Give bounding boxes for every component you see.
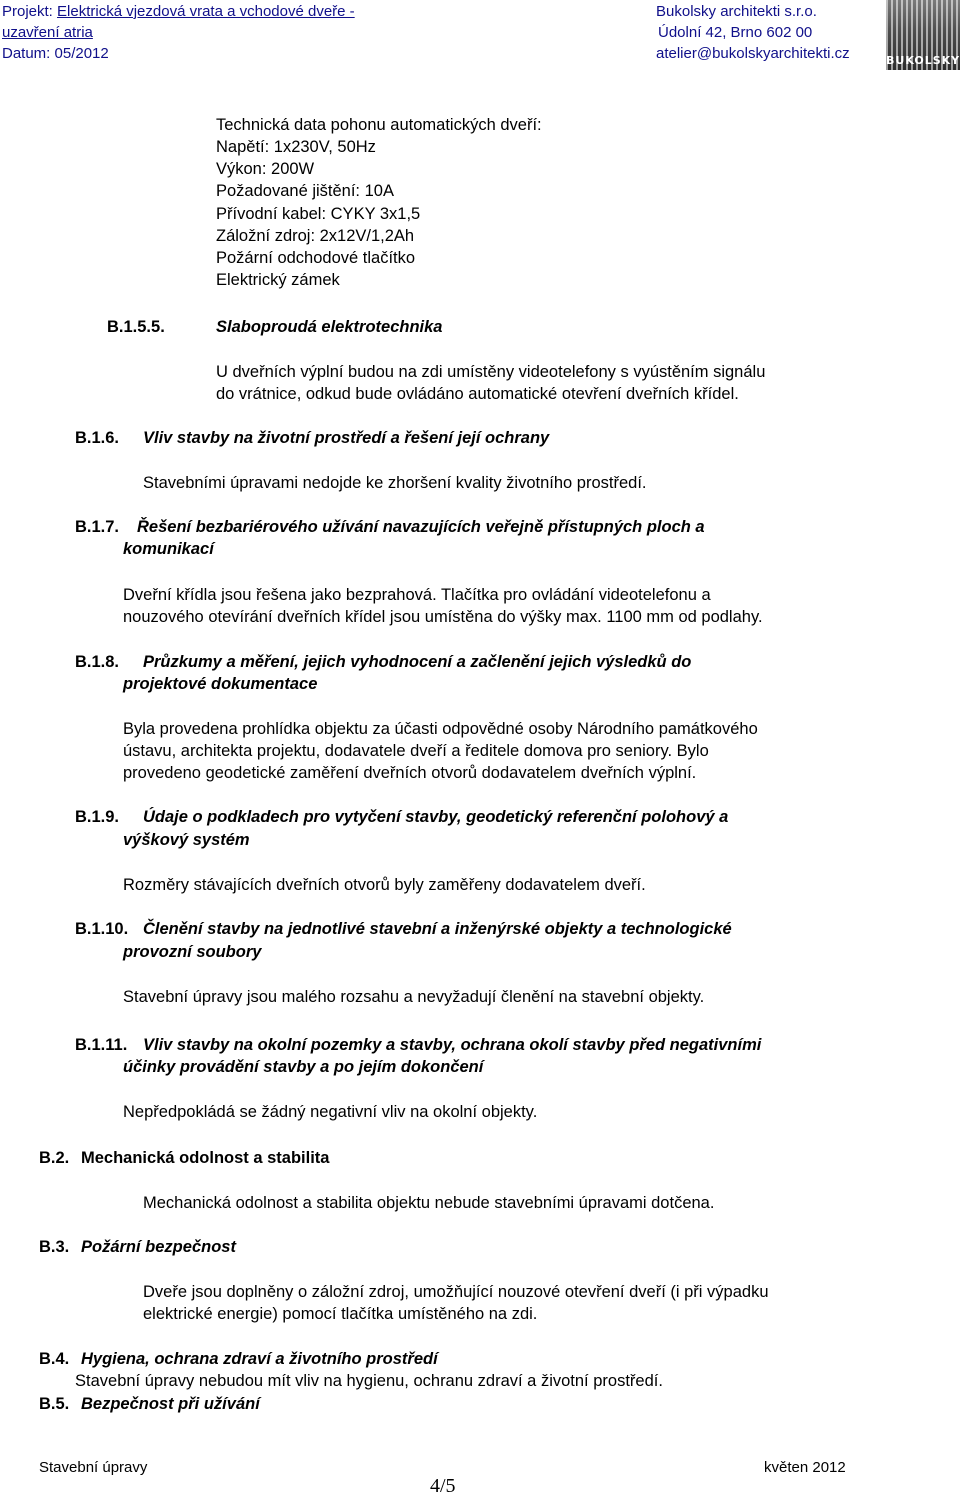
- section-heading: Mechanická odolnost a stabilita: [81, 1149, 330, 1167]
- section-heading: Slaboproudá elektrotechnika: [216, 318, 443, 336]
- paragraph-line: nouzového otevírání dveřních křídel jsou umístěna do výšky max. 1100 mm od podlahy.: [123, 608, 763, 626]
- section-heading-cont: projektové dokumentace: [123, 675, 318, 693]
- paragraph-line: Stavební úpravy nebudou mít vliv na hygienu, ochranu zdraví a životní prostředí.: [75, 1372, 663, 1390]
- section-number: B.1.8.: [75, 653, 120, 671]
- footer-right: květen 2012: [764, 1459, 846, 1476]
- paragraph-line: Dveře jsou doplněny o záložní zdroj, umožňující nouzové otevření dveří (i při výpadku: [143, 1283, 769, 1301]
- section-number: B.4.: [39, 1350, 70, 1368]
- header-address: Údolní 42, Brno 602 00: [658, 24, 813, 41]
- section-number: B.1.11.: [75, 1036, 128, 1054]
- header-project-label: Projekt:: [2, 3, 58, 20]
- paragraph-line: Stavebními úpravami nedojde ke zhoršení kvality životního prostředí.: [143, 474, 647, 492]
- paragraph-line: Mechanická odolnost a stabilita objektu nebude stavebními úpravami dotčena.: [143, 1194, 715, 1212]
- header-date: Datum: 05/2012: [2, 45, 109, 62]
- section-heading: Řešení bezbariérového užívání navazujících veřejně přístupných ploch a: [137, 518, 705, 536]
- paragraph-line: do vrátnice, odkud bude ovládáno automatické otevření dveřních křídel.: [216, 385, 739, 403]
- section-heading: Členění stavby na jednotlivé stavební a inženýrské objekty a technologické: [143, 920, 732, 938]
- section-number: B.1.5.5.: [107, 318, 165, 336]
- section-heading: Údaje o podkladech pro vytyčení stavby, geodetický referenční polohový a: [143, 808, 729, 826]
- section-number: B.1.7.: [75, 518, 120, 536]
- header-project: [2, 3, 355, 20]
- footer-left: Stavební úpravy: [39, 1459, 148, 1476]
- tech-data-line: Elektrický zámek: [216, 271, 340, 289]
- header-project-title-1: Elektrická vjezdová vrata a vchodové dveře -: [57, 3, 355, 20]
- section-number: B.1.6.: [75, 429, 120, 447]
- company-logo: [886, 0, 960, 70]
- section-number: B.1.10.: [75, 920, 129, 938]
- header-email-link[interactable]: atelier@bukolskyarchitekti.cz: [656, 45, 850, 62]
- paragraph-line: U dveřních výplní budou na zdi umístěny videotelefony s vyústěním signálu: [216, 363, 766, 381]
- section-heading-cont: výškový systém: [123, 831, 250, 849]
- header-project-title-2: uzavření atria: [2, 24, 93, 41]
- paragraph-line: Stavební úpravy jsou malého rozsahu a nevyžadují členění na stavební objekty.: [123, 988, 705, 1006]
- tech-data-line: Požadované jištění: 10A: [216, 182, 394, 200]
- section-heading: Vliv stavby na životní prostředí a řešení její ochrany: [143, 429, 550, 447]
- section-heading: Průzkumy a měření, jejich vyhodnocení a začlenění jejich výsledků do: [143, 653, 692, 671]
- section-number: B.2.: [39, 1149, 70, 1167]
- paragraph-line: Dveřní křídla jsou řešena jako bezprahová. Tlačítka pro ovládání videotelefonu a: [123, 586, 711, 604]
- section-heading: Hygiena, ochrana zdraví a životního prostředí: [81, 1350, 438, 1368]
- section-heading-cont: komunikací: [123, 540, 214, 558]
- page-number: 4/5: [430, 1475, 456, 1497]
- paragraph-line: Byla provedena prohlídka objektu za účasti odpovědné osoby Národního památkového: [123, 720, 758, 738]
- section-heading-cont: provozní soubory: [123, 943, 262, 961]
- tech-data-line: Napětí: 1x230V, 50Hz: [216, 138, 376, 156]
- section-number: B.1.9.: [75, 808, 120, 826]
- section-heading: Vliv stavby na okolní pozemky a stavby, ochrana okolí stavby před negativními: [143, 1036, 762, 1054]
- tech-data-line: Přívodní kabel: CYKY 3x1,5: [216, 205, 421, 223]
- tech-data-line: Záložní zdroj: 2x12V/1,2Ah: [216, 227, 415, 245]
- section-heading: Požární bezpečnost: [81, 1238, 236, 1256]
- section-number: B.5.: [39, 1395, 70, 1413]
- header-company: Bukolsky architekti s.r.o.: [656, 3, 817, 20]
- paragraph-line: ústavu, architekta projektu, dodavatele dveří a ředitele domova pro seniory. Bylo: [123, 742, 709, 760]
- section-heading: Bezpečnost při užívání: [81, 1395, 260, 1413]
- logo-text: BUKOLSKY: [886, 54, 960, 67]
- paragraph-line: Rozměry stávajících dveřních otvorů byly zaměřeny dodavatelem dveří.: [123, 876, 646, 894]
- tech-data-line: Výkon: 200W: [216, 160, 315, 178]
- tech-data-line: Požární odchodové tlačítko: [216, 249, 416, 267]
- paragraph-line: Nepředpokládá se žádný negativní vliv na okolní objekty.: [123, 1103, 538, 1121]
- tech-data-title: Technická data pohonu automatických dveří:: [216, 116, 542, 134]
- paragraph-line: provedeno geodetické zaměření dveřních otvorů dodavatelem dveřních výplní.: [123, 764, 697, 782]
- section-number: B.3.: [39, 1238, 70, 1256]
- paragraph-line: elektrické energie) pomocí tlačítka umístěného na zdi.: [143, 1305, 538, 1323]
- section-heading-cont: účinky provádění stavby a po jejím dokončení: [123, 1058, 484, 1076]
